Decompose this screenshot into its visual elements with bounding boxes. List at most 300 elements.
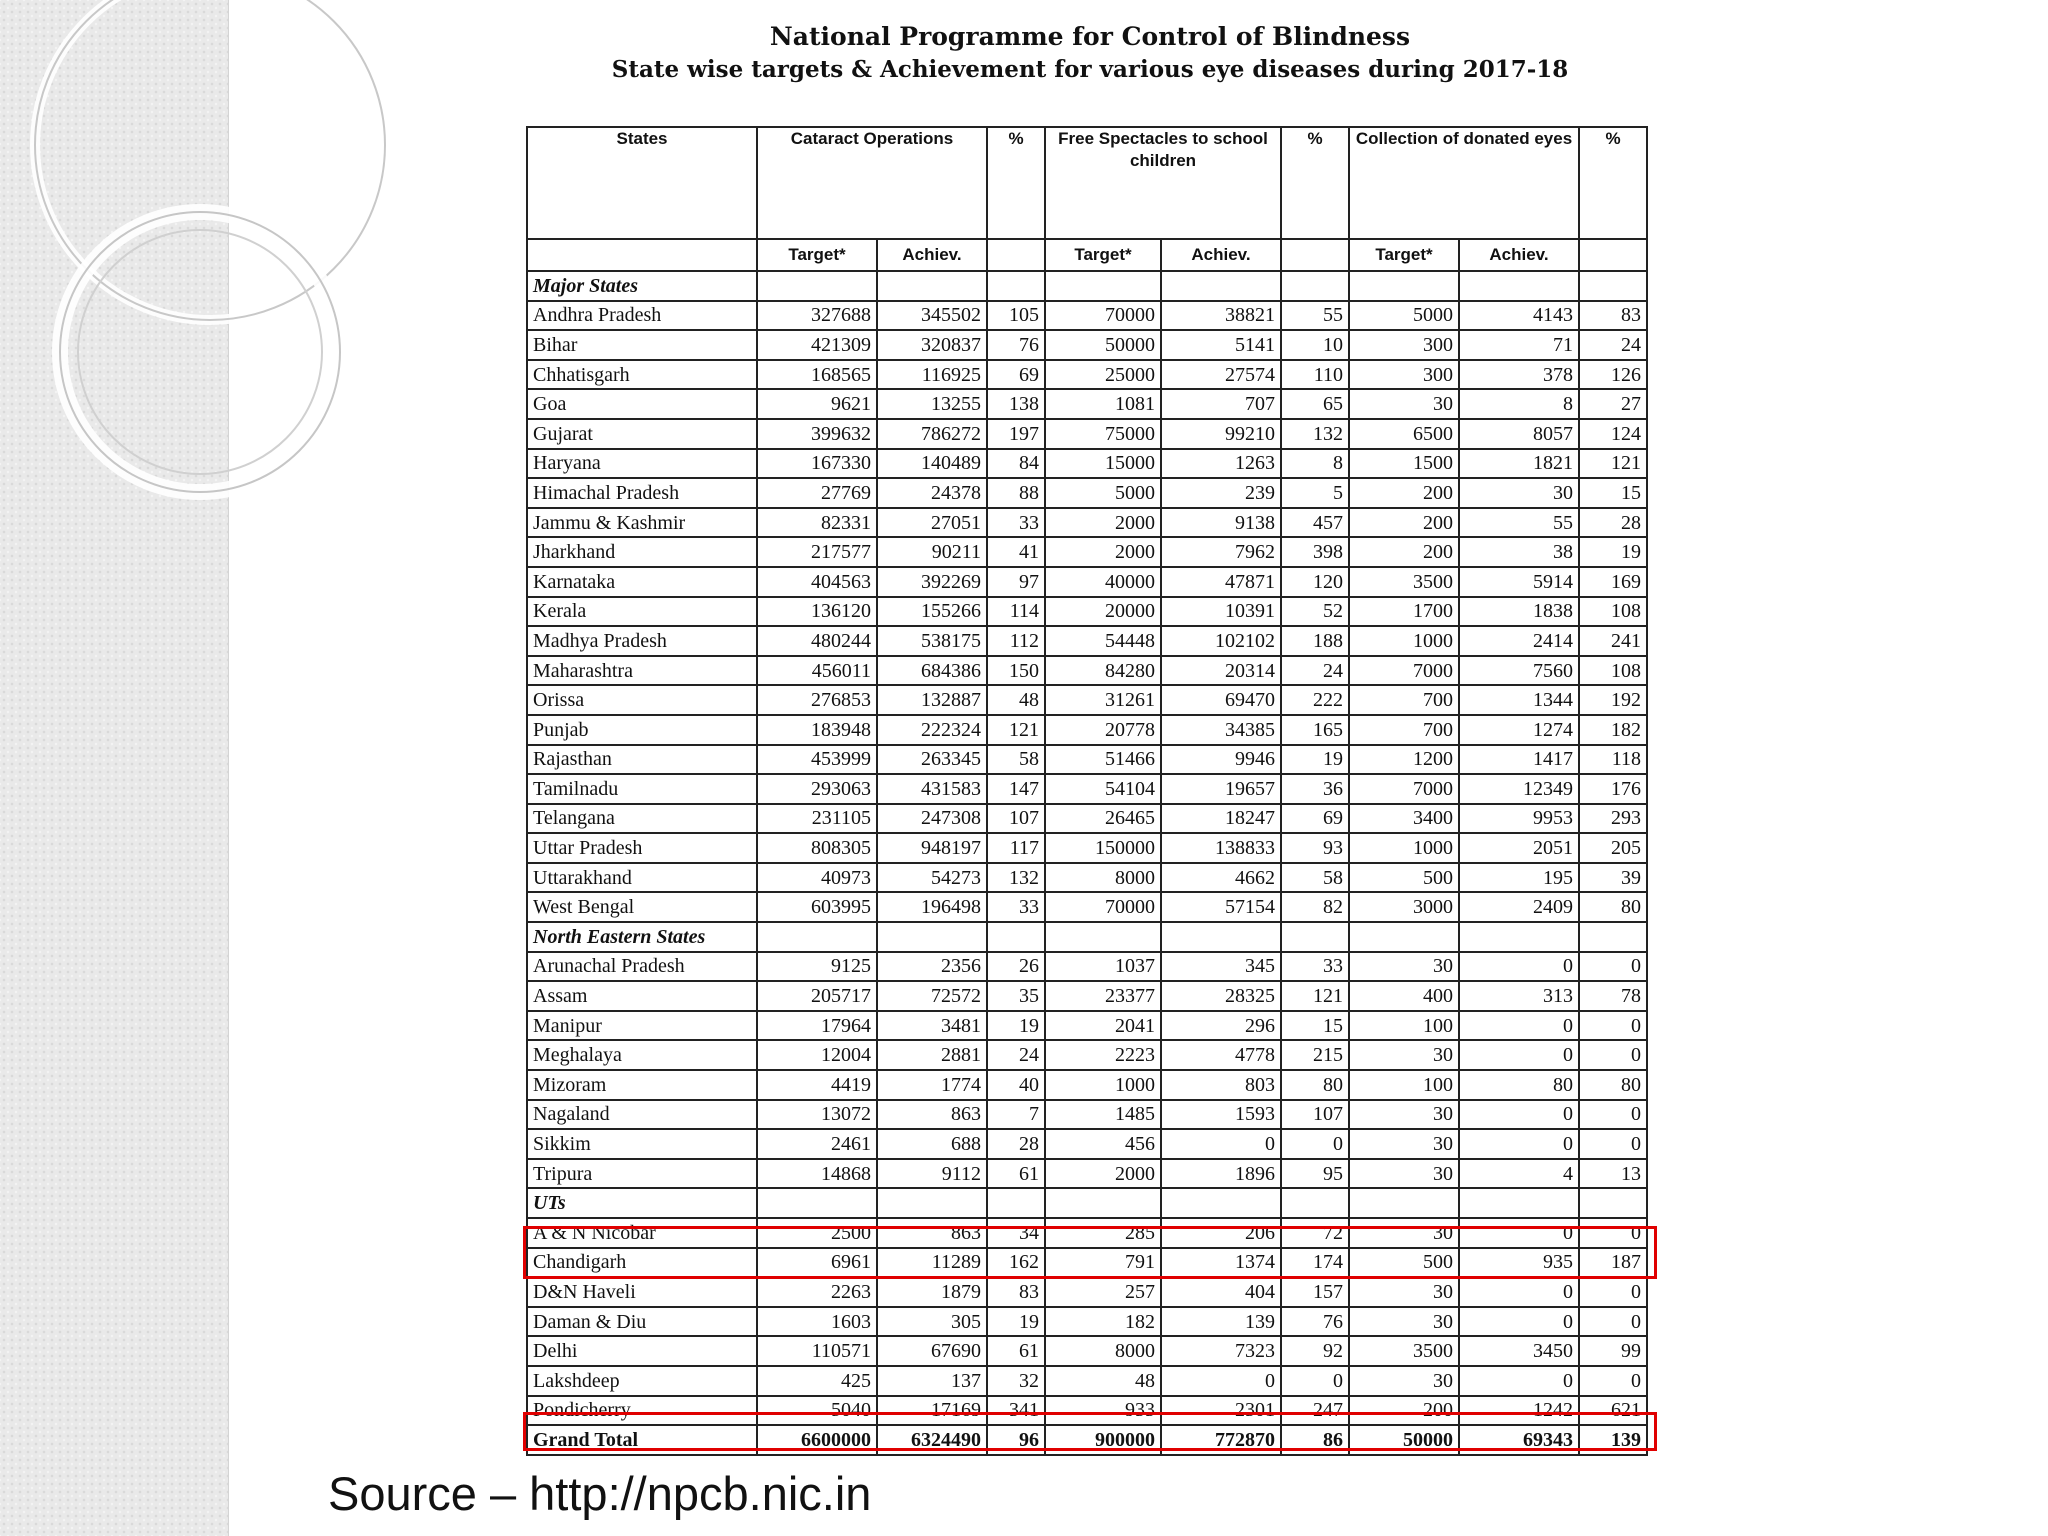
subheader-empty [527, 239, 757, 271]
value-cell: 30 [1349, 952, 1459, 982]
value-cell: 162 [987, 1248, 1045, 1278]
value-cell: 19 [1579, 537, 1647, 567]
subheader-achiev: Achiev. [1459, 239, 1579, 271]
value-cell: 293 [1579, 804, 1647, 834]
value-cell: 105 [987, 301, 1045, 331]
value-cell: 188 [1281, 626, 1349, 656]
value-cell: 107 [1281, 1100, 1349, 1130]
value-cell: 13255 [877, 389, 987, 419]
value-cell: 27 [1579, 389, 1647, 419]
value-cell: 0 [1281, 1129, 1349, 1159]
value-cell: 404 [1161, 1277, 1281, 1307]
value-cell: 75000 [1045, 419, 1161, 449]
value-cell: 3481 [877, 1011, 987, 1041]
value-cell: 100 [1349, 1070, 1459, 1100]
state-name-cell: Goa [527, 389, 757, 419]
value-cell: 82 [1281, 892, 1349, 922]
value-cell: 4143 [1459, 301, 1579, 331]
state-name-cell: Grand Total [527, 1425, 757, 1455]
value-cell: 700 [1349, 715, 1459, 745]
state-name-cell: A & N Nicobar [527, 1218, 757, 1248]
value-cell: 0 [1579, 1277, 1647, 1307]
value-cell: 126 [1579, 360, 1647, 390]
value-cell: 222324 [877, 715, 987, 745]
value-cell: 1838 [1459, 597, 1579, 627]
value-cell: 92 [1281, 1336, 1349, 1366]
value-cell: 183948 [757, 715, 877, 745]
value-cell: 17169 [877, 1396, 987, 1426]
table-body [527, 271, 1647, 1455]
value-cell: 400 [1349, 981, 1459, 1011]
value-cell: 132 [987, 863, 1045, 893]
value-cell: 1000 [1349, 626, 1459, 656]
value-cell: 603995 [757, 892, 877, 922]
empty-cell [1459, 271, 1579, 301]
table-row [527, 1248, 1647, 1278]
value-cell: 10391 [1161, 597, 1281, 627]
value-cell: 0 [1579, 1218, 1647, 1248]
state-name-cell: Jammu & Kashmir [527, 508, 757, 538]
value-cell: 117 [987, 833, 1045, 863]
empty-cell [1161, 922, 1281, 952]
document-subtitle: State wise targets & Achievement for various eye diseases during 2017-18 [611, 56, 1569, 83]
section-label: North Eastern States [527, 922, 757, 952]
section-label: Major States [527, 271, 757, 301]
value-cell: 31261 [1045, 685, 1161, 715]
value-cell: 80 [1579, 1070, 1647, 1100]
value-cell: 168565 [757, 360, 877, 390]
subheader-achiev: Achiev. [877, 239, 987, 271]
value-cell: 28325 [1161, 981, 1281, 1011]
value-cell: 456 [1045, 1129, 1161, 1159]
value-cell: 3400 [1349, 804, 1459, 834]
value-cell: 139 [1161, 1307, 1281, 1337]
value-cell: 1263 [1161, 449, 1281, 479]
value-cell: 195 [1459, 863, 1579, 893]
value-cell: 35 [987, 981, 1045, 1011]
value-cell: 9138 [1161, 508, 1281, 538]
state-name-cell: Manipur [527, 1011, 757, 1041]
value-cell: 107 [987, 804, 1045, 834]
value-cell: 0 [1459, 1011, 1579, 1041]
value-cell: 138833 [1161, 833, 1281, 863]
value-cell: 80 [1281, 1070, 1349, 1100]
value-cell: 176 [1579, 774, 1647, 804]
value-cell: 102102 [1161, 626, 1281, 656]
state-name-cell: Maharashtra [527, 656, 757, 686]
value-cell: 200 [1349, 1396, 1459, 1426]
table-row [527, 774, 1647, 804]
value-cell: 2500 [757, 1218, 877, 1248]
value-cell: 196498 [877, 892, 987, 922]
value-cell: 116925 [877, 360, 987, 390]
table-row [527, 1277, 1647, 1307]
table-row [527, 301, 1647, 331]
empty-cell [1045, 271, 1161, 301]
value-cell: 621 [1579, 1396, 1647, 1426]
col-header-donated-eyes: Collection of donated eyes [1349, 127, 1579, 239]
value-cell: 72572 [877, 981, 987, 1011]
value-cell: 1344 [1459, 685, 1579, 715]
table-row [527, 1100, 1647, 1130]
value-cell: 0 [1459, 1277, 1579, 1307]
empty-cell [1349, 1188, 1459, 1218]
table-row [527, 1129, 1647, 1159]
empty-cell [877, 922, 987, 952]
value-cell: 61 [987, 1159, 1045, 1189]
value-cell: 5141 [1161, 330, 1281, 360]
value-cell: 0 [1459, 1129, 1579, 1159]
decorative-side-panel [0, 0, 229, 1536]
state-name-cell: Meghalaya [527, 1040, 757, 1070]
value-cell: 138 [987, 389, 1045, 419]
value-cell: 5 [1281, 478, 1349, 508]
value-cell: 80 [1459, 1070, 1579, 1100]
value-cell: 26 [987, 952, 1045, 982]
value-cell: 165 [1281, 715, 1349, 745]
value-cell: 538175 [877, 626, 987, 656]
value-cell: 8057 [1459, 419, 1579, 449]
table-row [527, 597, 1647, 627]
empty-cell [757, 922, 877, 952]
table-row [527, 449, 1647, 479]
value-cell: 33 [987, 892, 1045, 922]
value-cell: 1879 [877, 1277, 987, 1307]
value-cell: 23377 [1045, 981, 1161, 1011]
value-cell: 786272 [877, 419, 987, 449]
value-cell: 69 [987, 360, 1045, 390]
table-row [527, 715, 1647, 745]
value-cell: 217577 [757, 537, 877, 567]
value-cell: 700 [1349, 685, 1459, 715]
value-cell: 58 [1281, 863, 1349, 893]
empty-cell [1349, 271, 1459, 301]
value-cell: 239 [1161, 478, 1281, 508]
value-cell: 231105 [757, 804, 877, 834]
empty-cell [1161, 1188, 1281, 1218]
value-cell: 215 [1281, 1040, 1349, 1070]
value-cell: 1774 [877, 1070, 987, 1100]
value-cell: 707 [1161, 389, 1281, 419]
value-cell: 100 [1349, 1011, 1459, 1041]
state-name-cell: Mizoram [527, 1070, 757, 1100]
value-cell: 247 [1281, 1396, 1349, 1426]
value-cell: 27769 [757, 478, 877, 508]
table-row [527, 1218, 1647, 1248]
section-row [527, 1188, 1647, 1218]
value-cell: 20778 [1045, 715, 1161, 745]
value-cell: 0 [1459, 1307, 1579, 1337]
value-cell: 34385 [1161, 715, 1281, 745]
value-cell: 54104 [1045, 774, 1161, 804]
value-cell: 3000 [1349, 892, 1459, 922]
value-cell: 48 [987, 685, 1045, 715]
value-cell: 30 [1349, 1307, 1459, 1337]
value-cell: 40 [987, 1070, 1045, 1100]
state-name-cell: Chhatisgarh [527, 360, 757, 390]
value-cell: 1417 [1459, 745, 1579, 775]
value-cell: 124 [1579, 419, 1647, 449]
table-row [527, 1040, 1647, 1070]
section-row [527, 271, 1647, 301]
empty-cell [1281, 271, 1349, 301]
col-header-spectacles: Free Spectacles to school children [1045, 127, 1281, 239]
value-cell: 900000 [1045, 1425, 1161, 1455]
value-cell: 12349 [1459, 774, 1579, 804]
value-cell: 18247 [1161, 804, 1281, 834]
value-cell: 7000 [1349, 774, 1459, 804]
state-name-cell: Himachal Pradesh [527, 478, 757, 508]
state-name-cell: Andhra Pradesh [527, 301, 757, 331]
value-cell: 0 [1459, 1100, 1579, 1130]
decorative-rings [0, 0, 420, 520]
value-cell: 99 [1579, 1336, 1647, 1366]
value-cell: 7962 [1161, 537, 1281, 567]
value-cell: 404563 [757, 567, 877, 597]
value-cell: 169 [1579, 567, 1647, 597]
table-row [527, 330, 1647, 360]
value-cell: 52 [1281, 597, 1349, 627]
state-name-cell: Gujarat [527, 419, 757, 449]
value-cell: 20314 [1161, 656, 1281, 686]
value-cell: 2000 [1045, 508, 1161, 538]
table-row [527, 685, 1647, 715]
value-cell: 2041 [1045, 1011, 1161, 1041]
value-cell: 1485 [1045, 1100, 1161, 1130]
header-row [527, 127, 1647, 239]
state-name-cell: Tripura [527, 1159, 757, 1189]
value-cell: 1200 [1349, 745, 1459, 775]
state-name-cell: Chandigarh [527, 1248, 757, 1278]
value-cell: 803 [1161, 1070, 1281, 1100]
empty-cell [987, 271, 1045, 301]
value-cell: 80 [1579, 892, 1647, 922]
value-cell: 2461 [757, 1129, 877, 1159]
value-cell: 155266 [877, 597, 987, 627]
value-cell: 19 [1281, 745, 1349, 775]
value-cell: 30 [1349, 1366, 1459, 1396]
value-cell: 38 [1459, 537, 1579, 567]
state-name-cell: Uttarakhand [527, 863, 757, 893]
value-cell: 8000 [1045, 1336, 1161, 1366]
state-name-cell: Orissa [527, 685, 757, 715]
value-cell: 57154 [1161, 892, 1281, 922]
value-cell: 25000 [1045, 360, 1161, 390]
empty-cell [987, 1188, 1045, 1218]
value-cell: 200 [1349, 537, 1459, 567]
value-cell: 2000 [1045, 537, 1161, 567]
value-cell: 0 [1161, 1129, 1281, 1159]
table-row [527, 1159, 1647, 1189]
value-cell: 19 [987, 1011, 1045, 1041]
value-cell: 26465 [1045, 804, 1161, 834]
table-row [527, 419, 1647, 449]
value-cell: 5914 [1459, 567, 1579, 597]
value-cell: 40973 [757, 863, 877, 893]
value-cell: 47871 [1161, 567, 1281, 597]
value-cell: 90211 [877, 537, 987, 567]
value-cell: 110 [1281, 360, 1349, 390]
state-name-cell: Madhya Pradesh [527, 626, 757, 656]
value-cell: 320837 [877, 330, 987, 360]
value-cell: 1603 [757, 1307, 877, 1337]
value-cell: 187 [1579, 1248, 1647, 1278]
value-cell: 1274 [1459, 715, 1579, 745]
value-cell: 421309 [757, 330, 877, 360]
value-cell: 167330 [757, 449, 877, 479]
value-cell: 205717 [757, 981, 877, 1011]
value-cell: 99210 [1161, 419, 1281, 449]
value-cell: 13 [1579, 1159, 1647, 1189]
value-cell: 863 [877, 1100, 987, 1130]
value-cell: 30 [1349, 1218, 1459, 1248]
value-cell: 327688 [757, 301, 877, 331]
empty-cell [1281, 922, 1349, 952]
value-cell: 263345 [877, 745, 987, 775]
table-row [527, 508, 1647, 538]
empty-cell [1459, 1188, 1579, 1218]
value-cell: 76 [1281, 1307, 1349, 1337]
document-page [520, 14, 1660, 1464]
value-cell: 5040 [757, 1396, 877, 1426]
value-cell: 132887 [877, 685, 987, 715]
value-cell: 15000 [1045, 449, 1161, 479]
value-cell: 0 [1161, 1366, 1281, 1396]
subheader-target: Target* [1045, 239, 1161, 271]
col-header-states: States [527, 127, 757, 239]
value-cell: 341 [987, 1396, 1045, 1426]
value-cell: 40000 [1045, 567, 1161, 597]
section-row [527, 922, 1647, 952]
value-cell: 7 [987, 1100, 1045, 1130]
value-cell: 305 [877, 1307, 987, 1337]
value-cell: 50000 [1045, 330, 1161, 360]
state-name-cell: Lakshdeep [527, 1366, 757, 1396]
value-cell: 1700 [1349, 597, 1459, 627]
subheader-row [527, 239, 1647, 271]
value-cell: 30 [1349, 1277, 1459, 1307]
value-cell: 935 [1459, 1248, 1579, 1278]
value-cell: 247308 [877, 804, 987, 834]
value-cell: 12004 [757, 1040, 877, 1070]
empty-cell [1045, 1188, 1161, 1218]
value-cell: 399632 [757, 419, 877, 449]
value-cell: 15 [1579, 478, 1647, 508]
state-name-cell: Pondicherry [527, 1396, 757, 1426]
value-cell: 55 [1281, 301, 1349, 331]
value-cell: 61 [987, 1336, 1045, 1366]
value-cell: 30 [1349, 1100, 1459, 1130]
value-cell: 300 [1349, 330, 1459, 360]
value-cell: 24 [1281, 656, 1349, 686]
value-cell: 97 [987, 567, 1045, 597]
value-cell: 82331 [757, 508, 877, 538]
value-cell: 30 [1349, 1040, 1459, 1070]
value-cell: 140489 [877, 449, 987, 479]
table-row [527, 389, 1647, 419]
value-cell: 24 [1579, 330, 1647, 360]
value-cell: 206 [1161, 1218, 1281, 1248]
value-cell: 4778 [1161, 1040, 1281, 1070]
value-cell: 2051 [1459, 833, 1579, 863]
value-cell: 0 [1459, 952, 1579, 982]
value-cell: 0 [1579, 952, 1647, 982]
state-name-cell: Telangana [527, 804, 757, 834]
col-header-percent: % [987, 127, 1045, 239]
value-cell: 157 [1281, 1277, 1349, 1307]
subheader-target: Target* [1349, 239, 1459, 271]
subheader-empty [987, 239, 1045, 271]
empty-cell [1045, 922, 1161, 952]
value-cell: 5000 [1349, 301, 1459, 331]
value-cell: 9621 [757, 389, 877, 419]
state-name-cell: Bihar [527, 330, 757, 360]
value-cell: 392269 [877, 567, 987, 597]
table-row [527, 626, 1647, 656]
value-cell: 457 [1281, 508, 1349, 538]
value-cell: 78 [1579, 981, 1647, 1011]
value-cell: 121 [987, 715, 1045, 745]
value-cell: 14868 [757, 1159, 877, 1189]
value-cell: 8 [1459, 389, 1579, 419]
empty-cell [757, 271, 877, 301]
col-header-cataract: Cataract Operations [757, 127, 987, 239]
value-cell: 9953 [1459, 804, 1579, 834]
value-cell: 0 [1579, 1040, 1647, 1070]
table-row [527, 656, 1647, 686]
value-cell: 4662 [1161, 863, 1281, 893]
value-cell: 791 [1045, 1248, 1161, 1278]
value-cell: 205 [1579, 833, 1647, 863]
empty-cell [1349, 922, 1459, 952]
state-name-cell: Punjab [527, 715, 757, 745]
value-cell: 19657 [1161, 774, 1281, 804]
value-cell: 24 [987, 1040, 1045, 1070]
table-row [527, 1396, 1647, 1426]
value-cell: 108 [1579, 597, 1647, 627]
value-cell: 28 [1579, 508, 1647, 538]
value-cell: 139 [1579, 1425, 1647, 1455]
value-cell: 76 [987, 330, 1045, 360]
value-cell: 4 [1459, 1159, 1579, 1189]
subheader-achiev: Achiev. [1161, 239, 1281, 271]
value-cell: 84 [987, 449, 1045, 479]
value-cell: 41 [987, 537, 1045, 567]
value-cell: 1242 [1459, 1396, 1579, 1426]
table-row [527, 804, 1647, 834]
value-cell: 30 [1459, 478, 1579, 508]
value-cell: 200 [1349, 508, 1459, 538]
empty-cell [877, 1188, 987, 1218]
value-cell: 51466 [1045, 745, 1161, 775]
value-cell: 28 [987, 1129, 1045, 1159]
state-name-cell: Daman & Diu [527, 1307, 757, 1337]
value-cell: 6600000 [757, 1425, 877, 1455]
value-cell: 480244 [757, 626, 877, 656]
value-cell: 69 [1281, 804, 1349, 834]
value-cell: 345 [1161, 952, 1281, 982]
value-cell: 4419 [757, 1070, 877, 1100]
value-cell: 48 [1045, 1366, 1161, 1396]
value-cell: 30 [1349, 1159, 1459, 1189]
table-row [527, 1070, 1647, 1100]
value-cell: 70000 [1045, 892, 1161, 922]
value-cell: 0 [1579, 1011, 1647, 1041]
grand-total-row [527, 1425, 1647, 1455]
value-cell: 1000 [1349, 833, 1459, 863]
table-row [527, 745, 1647, 775]
value-cell: 3450 [1459, 1336, 1579, 1366]
